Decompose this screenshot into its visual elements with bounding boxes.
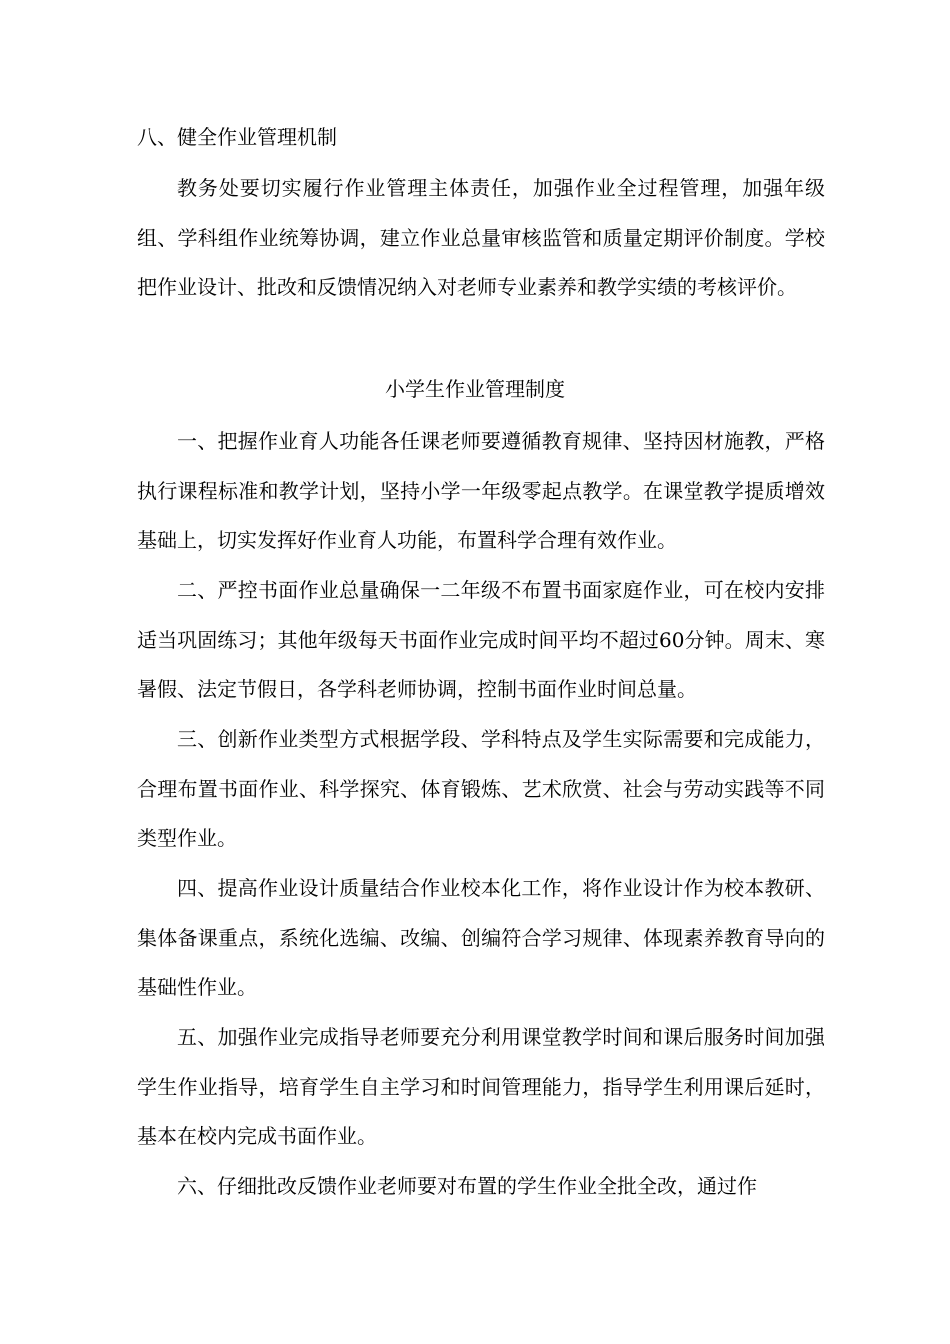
list-item: 五、加强作业完成指导老师要充分利用课堂教学时间和课后服务时间加强学生作业指导，培育学生自主学习和时间管理能力，指导学生利用课后延时，基本在校内完成书面作业。 <box>137 1025 825 1148</box>
list-item: 二、严控书面作业总量确保一二年级不布置书面家庭作业，可在校内安排适当巩固练习；其他年级每天书面作业完成时间平均不超过60分钟。周末、寒暑假、法定节假日，各学科老师协调，控制书面作业时间总量。 <box>137 578 825 701</box>
section-paragraph: 教务处要切实履行作业管理主体责任，加强作业全过程管理，加强年级组、学科组作业统筹协调，建立作业总量审核监管和质量定期评价制度。学校把作业设计、批改和反馈情况纳入对老师专业素养和教学实绩的考核评价。 <box>137 176 825 299</box>
document-title: 小学生作业管理制度 <box>385 377 565 401</box>
list-item: 四、提高作业设计质量结合作业校本化工作，将作业设计作为校本教研、集体备课重点，系统化选编、改编、创编符合学习规律、体现素养教育导向的基础性作业。 <box>137 876 825 999</box>
list-item: 三、创新作业类型方式根据学段、学科特点及学生实际需要和完成能力，合理布置书面作业、科学探究、体育锻炼、艺术欣赏、社会与劳动实践等不同类型作业。 <box>137 727 825 850</box>
section-heading: 八、健全作业管理机制 <box>137 125 337 149</box>
list-item: 一、把握作业育人功能各任课老师要遵循教育规律、坚持因材施教，严格执行课程标准和教学计划，坚持小学一年级零起点教学。在课堂教学提质增效基础上，切实发挥好作业育人功能，布置科学合理有效作业。 <box>137 429 825 552</box>
list-item: 六、仔细批改反馈作业老师要对布置的学生作业全批全改，通过作 <box>177 1174 757 1198</box>
